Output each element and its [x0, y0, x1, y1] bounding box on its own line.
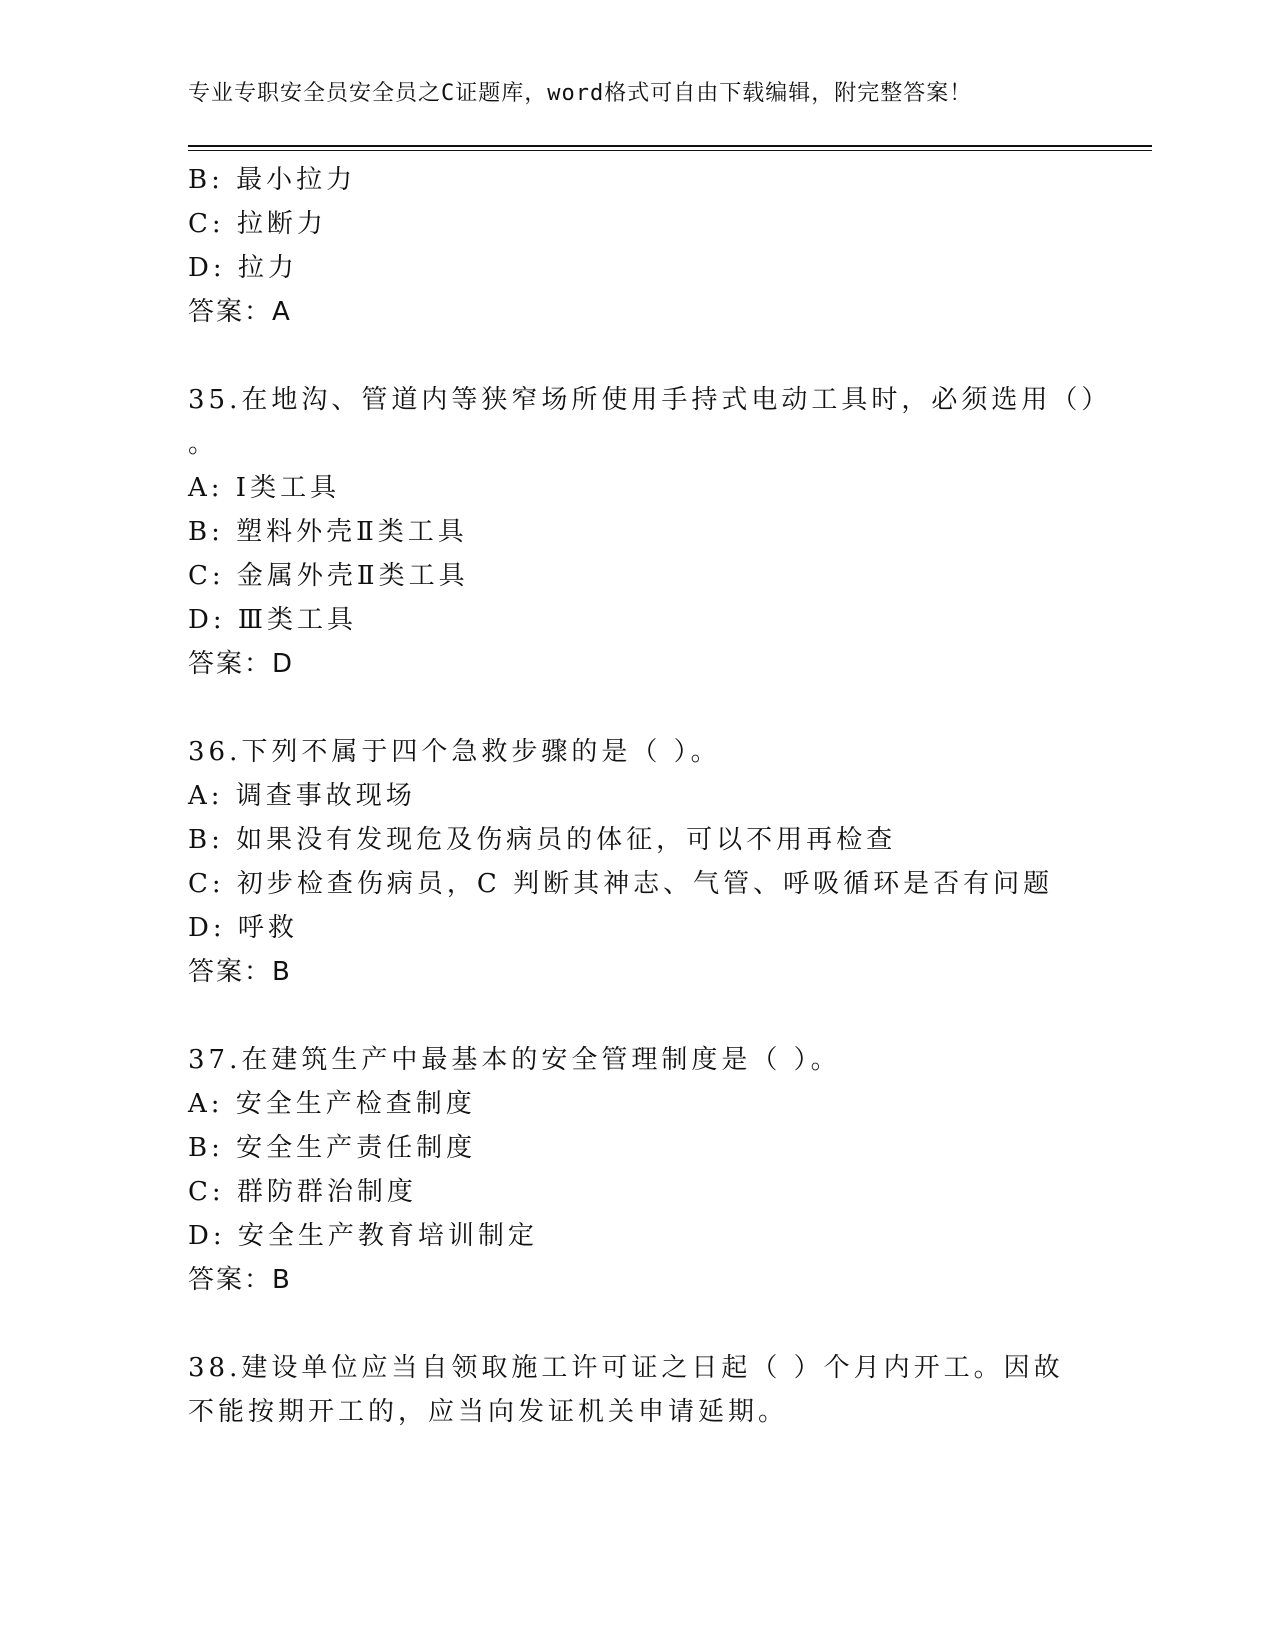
question-content	[188, 158, 1128, 1434]
header-rule-thin	[188, 150, 1152, 151]
question-35	[188, 378, 1128, 686]
spacer	[188, 1302, 1128, 1346]
question-34-tail	[188, 158, 1128, 334]
spacer	[188, 334, 1128, 378]
option-b: B: 安全生产责任制度	[188, 1133, 477, 1163]
option-a: A: 调查事故现场	[188, 781, 416, 811]
option-a: A: 安全生产检查制度	[188, 1089, 476, 1119]
option-b: B: 塑料外壳Ⅱ类工具	[188, 517, 468, 547]
question-36	[188, 730, 1128, 994]
option-c: C: 金属外壳Ⅱ类工具	[188, 561, 469, 591]
answer-line: 答案：A	[188, 297, 292, 327]
question-38	[188, 1346, 1128, 1434]
question-37	[188, 1038, 1128, 1302]
option-d: D: 安全生产教育培训制定	[188, 1221, 538, 1251]
header-rule-thick	[188, 145, 1152, 147]
option-c: C: 拉断力	[188, 209, 327, 239]
question-stem-cont: 不能按期开工的，应当向发证机关申请延期。	[188, 1397, 789, 1427]
option-c: C: 群防群治制度	[188, 1177, 417, 1207]
spacer	[188, 686, 1128, 730]
question-stem: 37.在建筑生产中最基本的安全管理制度是（ ）。	[188, 1045, 841, 1075]
page-header: 专业专职安全员安全员之C证题库，word格式可自由下载编辑，附完整答案！	[188, 81, 973, 106]
question-stem-cont: 。	[188, 429, 219, 459]
answer-line: 答案：B	[188, 1265, 292, 1295]
answer-line: 答案：D	[188, 649, 295, 679]
answer-line: 答案：B	[188, 957, 292, 987]
option-d: D: 呼救	[188, 913, 298, 943]
question-stem: 38.建设单位应当自领取施工许可证之日起（ ）个月内开工。因故	[188, 1353, 1064, 1383]
option-b: B: 最小拉力	[188, 165, 357, 195]
option-a: A: Ⅰ类工具	[188, 473, 341, 503]
question-stem: 36.下列不属于四个急救步骤的是（ ）。	[188, 737, 721, 767]
option-d: D: Ⅲ类工具	[188, 605, 357, 635]
spacer	[188, 994, 1128, 1038]
option-c: C: 初步检查伤病员，C 判断其神志、气管、呼吸循环是否有问题	[188, 869, 1054, 899]
option-b: B: 如果没有发现危及伤病员的体征，可以不用再检查	[188, 825, 897, 855]
option-d: D: 拉力	[188, 253, 298, 283]
question-stem: 35.在地沟、管道内等狭窄场所使用手持式电动工具时，必须选用（）	[188, 385, 1112, 415]
